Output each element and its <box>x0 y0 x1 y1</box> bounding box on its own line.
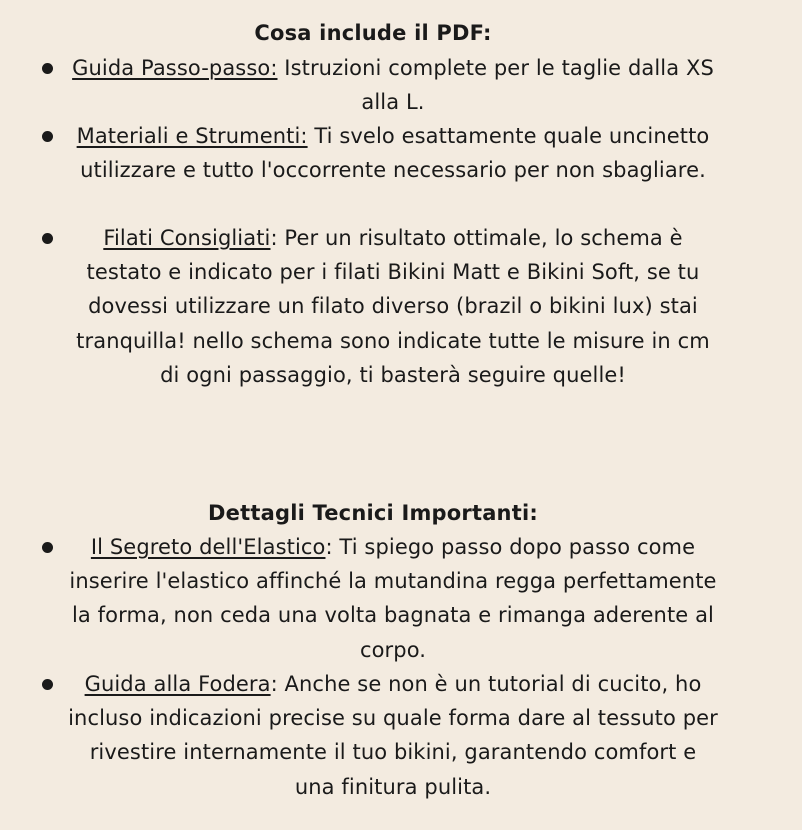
list-item-text <box>68 119 718 187</box>
bullet-icon <box>42 679 53 690</box>
list-item-body: : Anche se non è un tutorial di cucito, ho incluso indicazioni precise su quale forma dare al tessuto per rivestire internamente il tuo bikini, garantendo comfort e una finitura pulita. <box>68 672 718 799</box>
list-item-body: Istruzioni complete per le taglie dalla XS alla L. <box>277 56 714 115</box>
section-title-pdf-contents: Cosa include il PDF: <box>254 21 492 45</box>
bullet-icon <box>42 542 53 553</box>
list-item-label: Il Segreto dell'Elastico <box>90 535 326 559</box>
list-item-text <box>68 51 718 119</box>
list-item-body: : Per un risultato ottimale, lo schema è testato e indicato per i filati Bikini Matt e Bikini Soft, se tu dovessi utilizzare un filato diverso (brazil o bikini lux) stai tranquilla! nello schema sono indicate tutte le misure in cm di ogni passaggio, ti basterà seguire quelle! <box>76 226 710 387</box>
bullet-icon <box>42 131 53 142</box>
list-item-label: Guida alla Fodera <box>84 672 271 696</box>
section-title-technical-details: Dettagli Tecnici Importanti: <box>208 501 538 525</box>
list-item-text <box>68 530 718 667</box>
list-item-label: Guida Passo-passo: <box>72 56 278 80</box>
list-item-body: Ti svelo esattamente quale uncinetto utilizzare e tutto l'occorrente necessario per non sbagliare. <box>80 124 710 183</box>
bullet-icon <box>42 63 53 74</box>
list-item-label: Filati Consigliati <box>103 226 271 250</box>
list-item-text <box>68 667 718 804</box>
list-item-body: : Ti spiego passo dopo passo come inserire l'elastico affinché la mutandina regga perfettamente la forma, non ceda una volta bagnata e rimanga aderente al corpo. <box>69 535 717 662</box>
list-item-label: Materiali e Strumenti: <box>76 124 308 148</box>
list-item-text <box>68 221 718 392</box>
bullet-icon <box>42 233 53 244</box>
